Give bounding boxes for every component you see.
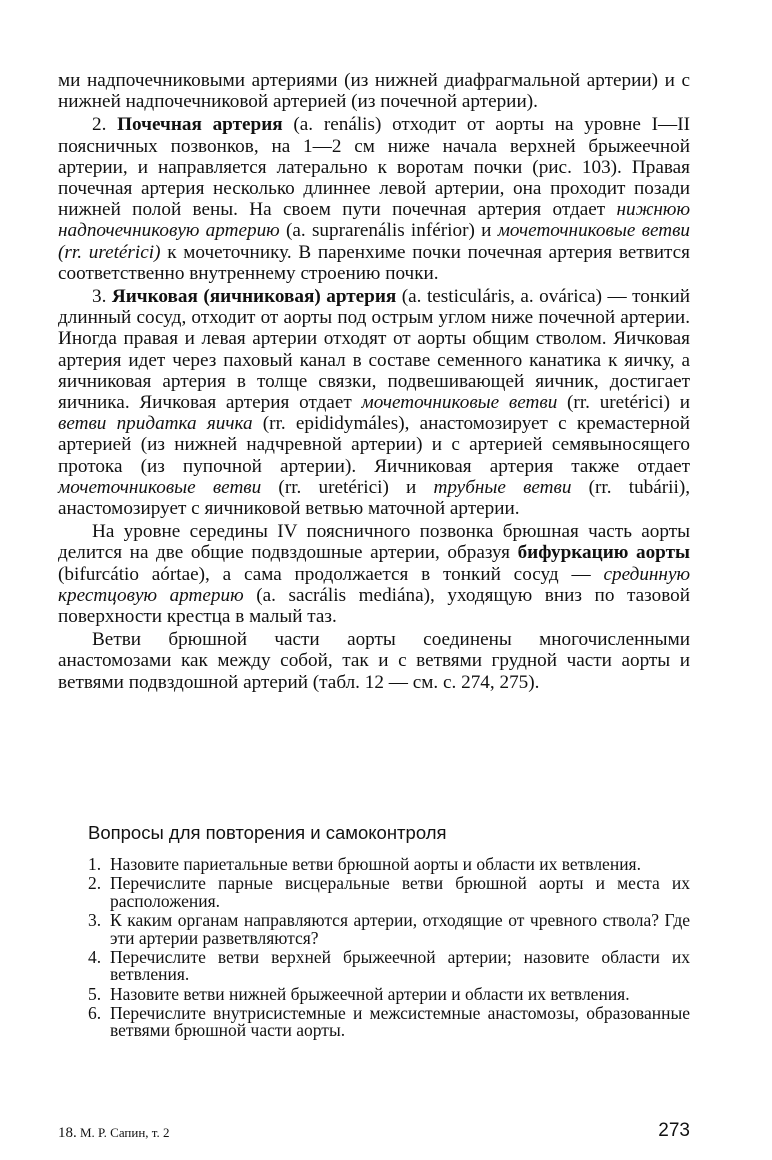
- text-run: (rr. epididymáles), анастомозирует с кремастерной артерией (из нижней надчревной артерии) и с артерией семявыносящего протока (из пупочной артерии). Яичниковая артерия также отдает: [58, 413, 690, 477]
- question-number: 3.: [88, 909, 102, 930]
- question-number: 4.: [88, 946, 102, 967]
- text-run: (a. renális) отходит от аорты на уровне I—II поясничных позвонков, на 1—2 см ниже начала верхней брыжеечной артерии, и направляется латерально к воротам почки (рис. 103). Правая почечная артерия несколько длиннее левой артерии, она проходит позади нижней полой вены. На своем пути почечная артерия отдает: [58, 114, 690, 221]
- text-run: ми надпочечниковыми артериями (из нижней диафрагмальной артерии) и с нижней надпочечниковой артерией (из почечной артерии).: [58, 70, 690, 113]
- question-number: 5.: [88, 983, 102, 1004]
- text-run: Ветви брюшной части аорты соединены многочисленными анастомозами как между собой, так и с ветвями грудной части аорты и ветвями подвздошной артерий (табл. 12 — см. с. 274, 275).: [58, 629, 690, 693]
- question-item: [88, 983, 690, 1004]
- paragraph: [58, 521, 690, 627]
- text-run: 3.: [92, 286, 112, 308]
- bold-term: бифуркацию аорты: [517, 542, 691, 564]
- italic-term: мочеточниковые ветви: [361, 392, 558, 414]
- text-run: 2.: [92, 114, 118, 136]
- text-run: (a. testiculáris, a. ovárica) — тонкий длинный сосуд, отходит от аорты под острым углом ниже почечной артерии. Иногда правая и левая артерии отходят от аорты общим стволом. Яичковая артерия идет через паховый канал в составе семенного канатика к яичку, а яичниковая артерия в толще связки, подвешивающей яичник, достигает яичника. Яичковая артерия отдает: [58, 286, 691, 414]
- italic-term: срединную крестцовую артерию: [58, 563, 690, 606]
- question-item: [88, 856, 690, 874]
- question-item: [88, 875, 690, 910]
- italic-term: нижнюю надпочечниковую артерию: [58, 199, 690, 242]
- question-text: Перечислите внутрисистемные и межсистемные анастомозы, образованные ветвями брюшной части аорты.: [110, 1002, 690, 1041]
- page-number: 273: [658, 1120, 690, 1141]
- printer-signature: [58, 1125, 170, 1142]
- question-text: Назовите ветви нижней брыжеечной артерии и области их ветвления.: [110, 983, 630, 1004]
- question-number: 1.: [88, 854, 102, 874]
- italic-term: мочеточниковые ветви (rr. uretérici): [58, 220, 690, 263]
- text-run: (rr. uretérici) и: [261, 476, 434, 498]
- italic-term: мочеточниковые ветви: [58, 476, 262, 498]
- text-run: (a. sacrális mediána), уходящую вниз по тазовой поверхности крестца в малый таз.: [58, 584, 690, 628]
- question-item: [88, 909, 690, 948]
- question-text: Назовите париетальные ветви брюшной аорты и области их ветвления.: [110, 854, 641, 874]
- question-text: Перечислите ветви верхней брыжеечной артерии; назовите области их ветвления.: [110, 946, 690, 985]
- paragraph: [58, 114, 690, 284]
- question-text: К каким органам направляются артерии, отходящие от чревного ствола? Где эти артерии разветвляются?: [110, 909, 690, 948]
- italic-term: трубные ветви: [433, 476, 572, 498]
- bold-term: Яичковая (яичниковая) артерия: [111, 286, 397, 308]
- paragraph: [58, 286, 690, 519]
- question-number: 2.: [88, 873, 102, 894]
- question-list: [88, 856, 690, 1042]
- question-number: 6.: [88, 1002, 102, 1023]
- question-item: [88, 1002, 690, 1041]
- signature-number: 18.: [58, 1125, 77, 1141]
- signature-text: М. Р. Сапин, т. 2: [80, 1125, 170, 1140]
- question-text: Перечислите парные висцеральные ветви брюшной аорты и места их расположения.: [110, 873, 690, 911]
- paragraph: [58, 70, 690, 112]
- text-run: (a. suprarenális inférior) и: [279, 220, 498, 242]
- question-item: [88, 946, 690, 985]
- text-run: На уровне середины IV поясничного позвонка брюшная часть аорты делится на две общие подвздошные артерии, образуя: [58, 521, 690, 564]
- text-run: (bifurcátio aórtae), а сама продолжается в тонкий сосуд —: [58, 563, 604, 585]
- italic-term: ветви придатка яичка: [58, 413, 253, 435]
- section-heading: Вопросы для повторения и самоконтроля: [88, 822, 447, 843]
- bold-term: Почечная артерия: [117, 114, 283, 136]
- paragraph: [58, 629, 690, 693]
- text-run: (rr. tubárii), анастомозирует с яичниковой ветвью маточной артерии.: [58, 476, 691, 520]
- text-run: к мочеточнику. В паренхиме почки почечная артерия ветвится соответственно внутреннему строению почки.: [58, 241, 690, 284]
- text-run: (rr. uretérici) и: [557, 392, 691, 414]
- body-text: [58, 70, 690, 693]
